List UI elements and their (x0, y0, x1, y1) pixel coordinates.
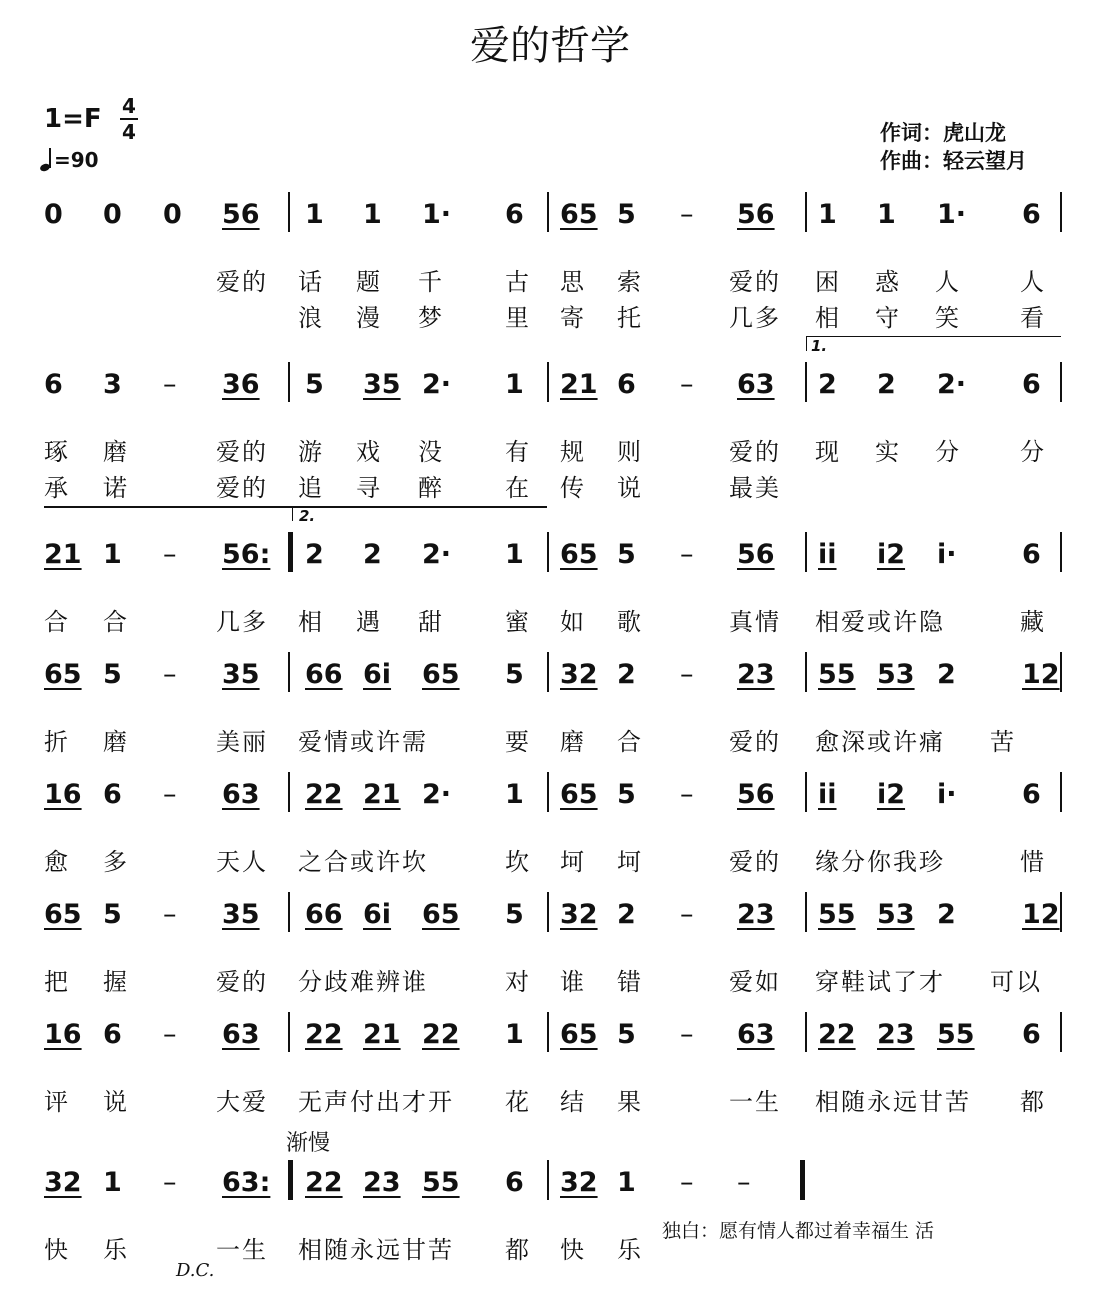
lyric-word: 快 (560, 1236, 586, 1264)
lyric-word: 遇 (356, 608, 382, 636)
lyric-word: 最美 (729, 474, 781, 502)
notation-line-1 (0, 198, 1100, 232)
lyric-word: 寻 (356, 474, 382, 502)
lyric-word: 评 (44, 1088, 70, 1116)
lyric-word: 错 (617, 968, 643, 996)
note: ii (818, 779, 837, 810)
notation-line-5 (0, 778, 1100, 812)
note: 35 (363, 369, 401, 400)
note: 5 (617, 199, 636, 230)
lyric-word: 爱的 (729, 438, 781, 466)
note: 63 (222, 1019, 260, 1050)
lyric-word: 折 (44, 728, 70, 756)
time-signature (118, 94, 140, 144)
lyric-line-7-verse-1 (0, 1082, 1100, 1116)
note: 1 (505, 369, 524, 400)
note: 1 (363, 199, 382, 230)
lyric-word: 没 (418, 438, 444, 466)
lyric-word: 磨 (103, 438, 129, 466)
lyric-word: 几多 (729, 304, 781, 332)
note: 65 (560, 199, 598, 230)
note: 5 (103, 899, 122, 930)
note: 32 (560, 659, 598, 690)
lyric-word: 谁 (560, 968, 586, 996)
note: 63 (737, 1019, 775, 1050)
note: 2· (422, 779, 452, 810)
note: 56 (737, 779, 775, 810)
lyric-word: 实 (875, 438, 901, 466)
lyric-word: 握 (103, 968, 129, 996)
lyric-word: 都 (505, 1236, 531, 1264)
note: i· (937, 779, 957, 810)
repeat-barline (288, 1160, 293, 1200)
note: 55 (422, 1167, 460, 1198)
lyric-word: 分 (1020, 438, 1046, 466)
note: 6 (505, 1167, 524, 1198)
lyric-word: 结 (560, 1088, 586, 1116)
notation-line-7 (0, 1018, 1100, 1052)
lyric-word: 藏 (1020, 608, 1046, 636)
note: 5 (103, 659, 122, 690)
barline (288, 362, 290, 402)
lyric-word: 诺 (103, 474, 129, 502)
barline (1060, 362, 1062, 402)
note: 32 (560, 1167, 598, 1198)
lyric-word: 托 (617, 304, 643, 332)
lyric-word: 爱的 (216, 968, 268, 996)
barline (805, 532, 807, 572)
note: 0 (103, 199, 122, 230)
note: 1· (937, 199, 967, 230)
note: 66 (305, 659, 343, 690)
note: 2 (818, 369, 837, 400)
lyric-word: 之合或许坎 (298, 848, 428, 876)
repeat-barline (800, 1160, 805, 1200)
note: 5 (305, 369, 324, 400)
lyric-word: 困 (815, 268, 841, 296)
lyric-word: 里 (505, 304, 531, 332)
tempo-value: =90 (54, 148, 99, 172)
note: 56 (222, 199, 260, 230)
lyric-word: 磨 (103, 728, 129, 756)
lyric-word: 惑 (875, 268, 901, 296)
lyric-word: 歌 (617, 608, 643, 636)
barline (547, 772, 549, 812)
lyric-word: 乐 (617, 1236, 643, 1264)
lyric-word: 话 (298, 268, 324, 296)
volta-label-second: 2. (299, 507, 316, 525)
lyric-word: 天人 (216, 848, 268, 876)
note: 6 (1022, 539, 1041, 570)
note: 0 (163, 199, 182, 230)
note: i· (937, 539, 957, 570)
note: 1 (305, 199, 324, 230)
note: 22 (305, 1019, 343, 1050)
note: i2 (877, 539, 906, 570)
note: 6i (363, 899, 392, 930)
note: 0 (44, 199, 63, 230)
lyric-word: 磨 (560, 728, 586, 756)
note: 5 (505, 899, 524, 930)
lyric-word: 说 (103, 1088, 129, 1116)
lyric-word: 规 (560, 438, 586, 466)
note: 32 (560, 899, 598, 930)
note: 6 (505, 199, 524, 230)
note: 36 (222, 369, 260, 400)
note: 53 (877, 899, 915, 930)
note: 22 (818, 1019, 856, 1050)
note: 65 (560, 539, 598, 570)
note: 6 (103, 779, 122, 810)
lyric-word: 分 (935, 438, 961, 466)
note: 23 (877, 1019, 915, 1050)
note: 1 (818, 199, 837, 230)
lyric-line-6-verse-1 (0, 962, 1100, 996)
lyric-word: 相随永远甘苦 (815, 1088, 971, 1116)
monologue-text: 独白：愿有情人都过着幸福生 活 (662, 1220, 935, 1242)
lyric-word: 愈 (44, 848, 70, 876)
lyric-word: 无声付出才开 (298, 1088, 454, 1116)
note: 65 (422, 899, 460, 930)
lyric-word: 相 (298, 608, 324, 636)
sustain-dash: – (680, 779, 694, 810)
barline (547, 652, 549, 692)
song-title: 爱的哲学 (470, 23, 630, 69)
sustain-dash: – (680, 1167, 694, 1198)
note: 56 (737, 199, 775, 230)
lyric-word: 思 (560, 268, 586, 296)
note: 53 (877, 659, 915, 690)
lyric-word: 大爱 (216, 1088, 268, 1116)
notation-line-4 (0, 658, 1100, 692)
sustain-dash: – (680, 659, 694, 690)
note: 2· (422, 369, 452, 400)
lyric-word: 索 (617, 268, 643, 296)
lyric-word: 一生 (729, 1088, 781, 1116)
sustain-dash: – (163, 1019, 177, 1050)
quarter-note-icon (40, 149, 54, 171)
lyric-word: 相爱或许隐 (815, 608, 945, 636)
barline (547, 362, 549, 402)
lyric-word: 古 (505, 268, 531, 296)
lyric-word: 爱的 (216, 438, 268, 466)
note: 2 (937, 659, 956, 690)
lyric-word: 分歧难辨谁 (298, 968, 428, 996)
note: 2 (877, 369, 896, 400)
note: 2 (617, 899, 636, 930)
lyric-word: 爱的 (216, 268, 268, 296)
note: 2· (937, 369, 967, 400)
lyric-word: 一生 (216, 1236, 268, 1264)
sustain-dash: – (680, 369, 694, 400)
lyric-word: 相 (815, 304, 841, 332)
barline (547, 892, 549, 932)
note: 55 (937, 1019, 975, 1050)
volta-label-first: 1. (811, 337, 828, 355)
lyric-line-5-verse-1 (0, 842, 1100, 876)
note: ii (818, 539, 837, 570)
lyric-word: 美丽 (216, 728, 268, 756)
lyric-word: 梦 (418, 304, 444, 332)
lyric-word: 说 (617, 474, 643, 502)
lyric-word: 惜 (1020, 848, 1046, 876)
lyric-word: 承 (44, 474, 70, 502)
barline (288, 652, 290, 692)
note: 63 (222, 779, 260, 810)
lyric-word: 爱的 (729, 268, 781, 296)
ritardando-marking: 渐慢 (286, 1131, 331, 1156)
note: 12 (1022, 659, 1060, 690)
da-capo-marking: D.C. (176, 1260, 215, 1281)
note: 3 (103, 369, 122, 400)
note: 6 (1022, 779, 1041, 810)
lyric-word: 甜 (418, 608, 444, 636)
lyric-word: 琢 (44, 438, 70, 466)
note: 55 (818, 899, 856, 930)
barline (1060, 892, 1062, 932)
lyricist-credit: 作词：虎山龙 (880, 121, 1006, 145)
note: 56 (737, 539, 775, 570)
lyric-line-2-verse-1 (0, 432, 1100, 466)
lyric-word: 如 (560, 608, 586, 636)
note: 22 (422, 1019, 460, 1050)
lyric-word: 苦 (990, 728, 1016, 756)
note: 16 (44, 1019, 82, 1050)
lyric-word: 传 (560, 474, 586, 502)
barline (805, 192, 807, 232)
time-signature-bottom: 4 (122, 120, 136, 144)
note: 1 (103, 1167, 122, 1198)
note: 23 (363, 1167, 401, 1198)
note: 22 (305, 779, 343, 810)
note: 5 (617, 1019, 636, 1050)
lyric-word: 游 (298, 438, 324, 466)
lyric-line-8-verse-1 (0, 1230, 1100, 1264)
note: 32 (44, 1167, 82, 1198)
lyric-word: 漫 (356, 304, 382, 332)
lyric-word: 乐 (103, 1236, 129, 1264)
barline (805, 362, 807, 402)
barline (1060, 192, 1062, 232)
barline (547, 192, 549, 232)
lyric-line-4-verse-1 (0, 722, 1100, 756)
barline (288, 1012, 290, 1052)
note: 1 (505, 779, 524, 810)
lyric-word: 爱如 (729, 968, 781, 996)
note: 23 (737, 899, 775, 930)
note: 63: (222, 1167, 271, 1198)
lyric-word: 穿鞋试了才 (815, 968, 945, 996)
sustain-dash: – (680, 899, 694, 930)
note: i2 (877, 779, 906, 810)
barline (805, 772, 807, 812)
barline (547, 1160, 549, 1200)
time-signature-top: 4 (122, 94, 136, 118)
note: 1 (505, 1019, 524, 1050)
note: 56: (222, 539, 271, 570)
tempo-marking (40, 148, 99, 172)
sustain-dash: – (737, 1167, 751, 1198)
notation-line-3 (0, 538, 1100, 572)
lyric-word: 爱情或许需 (298, 728, 428, 756)
volta-bracket-first (806, 336, 1061, 355)
lyric-word: 把 (44, 968, 70, 996)
note: 6 (617, 369, 636, 400)
lyric-word: 坷 (617, 848, 643, 876)
note: 1· (422, 199, 452, 230)
repeat-barline (288, 532, 293, 572)
barline (288, 192, 290, 232)
notation-line-8 (0, 1166, 1100, 1200)
note: 23 (737, 659, 775, 690)
barline (1060, 772, 1062, 812)
note: 5 (617, 779, 636, 810)
composer-credit: 作曲：轻云望月 (880, 149, 1027, 173)
lyric-word: 果 (617, 1088, 643, 1116)
note: 2 (305, 539, 324, 570)
lyric-word: 爱的 (729, 728, 781, 756)
lyric-word: 几多 (216, 608, 268, 636)
lyric-word: 戏 (356, 438, 382, 466)
lyric-word: 缘分你我珍 (815, 848, 945, 876)
lyric-word: 真情 (729, 608, 781, 636)
note: 63 (737, 369, 775, 400)
note: 21 (560, 369, 598, 400)
lyric-line-1-verse-1 (0, 262, 1100, 296)
lyric-word: 笑 (935, 304, 961, 332)
notation-line-6 (0, 898, 1100, 932)
lyric-word: 蜜 (505, 608, 531, 636)
lyric-word: 有 (505, 438, 531, 466)
note: 65 (560, 1019, 598, 1050)
lyric-word: 醉 (418, 474, 444, 502)
note: 2· (422, 539, 452, 570)
key-signature: 1=F (44, 104, 102, 134)
note: 6 (1022, 1019, 1041, 1050)
lyric-word: 追 (298, 474, 324, 502)
barline (1060, 532, 1062, 572)
sustain-dash: – (163, 539, 177, 570)
note: 1 (877, 199, 896, 230)
note: 65 (560, 779, 598, 810)
lyric-line-1-verse-2 (0, 298, 1100, 332)
lyric-word: 则 (617, 438, 643, 466)
lyric-word: 人 (935, 268, 961, 296)
lyric-word: 相随永远甘苦 (298, 1236, 454, 1264)
lyric-word: 快 (44, 1236, 70, 1264)
lyric-word: 合 (103, 608, 129, 636)
note: 66 (305, 899, 343, 930)
barline (805, 652, 807, 692)
note: 55 (818, 659, 856, 690)
lyric-word: 守 (875, 304, 901, 332)
note: 21 (363, 1019, 401, 1050)
note: 21 (44, 539, 82, 570)
lyric-word: 千 (418, 268, 444, 296)
note: 1 (617, 1167, 636, 1198)
note: 6i (363, 659, 392, 690)
barline (288, 772, 290, 812)
lyric-word: 坷 (560, 848, 586, 876)
note: 16 (44, 779, 82, 810)
note: 2 (617, 659, 636, 690)
lyric-word: 爱的 (216, 474, 268, 502)
lyric-word: 题 (356, 268, 382, 296)
lyric-word: 浪 (298, 304, 324, 332)
lyric-word: 坎 (505, 848, 531, 876)
note: 35 (222, 659, 260, 690)
lyric-word: 多 (103, 848, 129, 876)
sustain-dash: – (680, 1019, 694, 1050)
note: 2 (363, 539, 382, 570)
barline (547, 532, 549, 572)
note: 6 (1022, 369, 1041, 400)
notation-line-2 (0, 368, 1100, 402)
lyric-word: 合 (617, 728, 643, 756)
note: 1 (103, 539, 122, 570)
sustain-dash: – (163, 659, 177, 690)
lyric-word: 愈深或许痛 (815, 728, 945, 756)
lyric-word: 都 (1020, 1088, 1046, 1116)
barline (805, 892, 807, 932)
barline (547, 1012, 549, 1052)
note: 5 (505, 659, 524, 690)
sustain-dash: – (163, 1167, 177, 1198)
sustain-dash: – (163, 899, 177, 930)
lyric-word: 寄 (560, 304, 586, 332)
note: 12 (1022, 899, 1060, 930)
lyric-word: 在 (505, 474, 531, 502)
lyric-word: 花 (505, 1088, 531, 1116)
lyric-word: 要 (505, 728, 531, 756)
lyric-line-2-verse-2 (0, 468, 1100, 502)
note: 21 (363, 779, 401, 810)
lyric-line-3-verse-1 (0, 602, 1100, 636)
note: 35 (222, 899, 260, 930)
lyric-word: 看 (1020, 304, 1046, 332)
note: 5 (617, 539, 636, 570)
note: 65 (422, 659, 460, 690)
note: 22 (305, 1167, 343, 1198)
sustain-dash: – (163, 779, 177, 810)
note: 65 (44, 659, 82, 690)
sustain-dash: – (163, 369, 177, 400)
note: 6 (44, 369, 63, 400)
sustain-dash: – (680, 199, 694, 230)
barline (288, 892, 290, 932)
lyric-word: 对 (505, 968, 531, 996)
lyric-word: 可以 (990, 968, 1042, 996)
note: 65 (44, 899, 82, 930)
sustain-dash: – (680, 539, 694, 570)
lyric-word: 爱的 (729, 848, 781, 876)
note: 1 (505, 539, 524, 570)
lyric-word: 现 (815, 438, 841, 466)
note: 6 (103, 1019, 122, 1050)
barline (1060, 652, 1062, 692)
lyric-word: 合 (44, 608, 70, 636)
note: 2 (937, 899, 956, 930)
volta-bracket-second (292, 507, 316, 525)
barline (1060, 1012, 1062, 1052)
lyric-word: 人 (1020, 268, 1046, 296)
barline (805, 1012, 807, 1052)
note: 6 (1022, 199, 1041, 230)
